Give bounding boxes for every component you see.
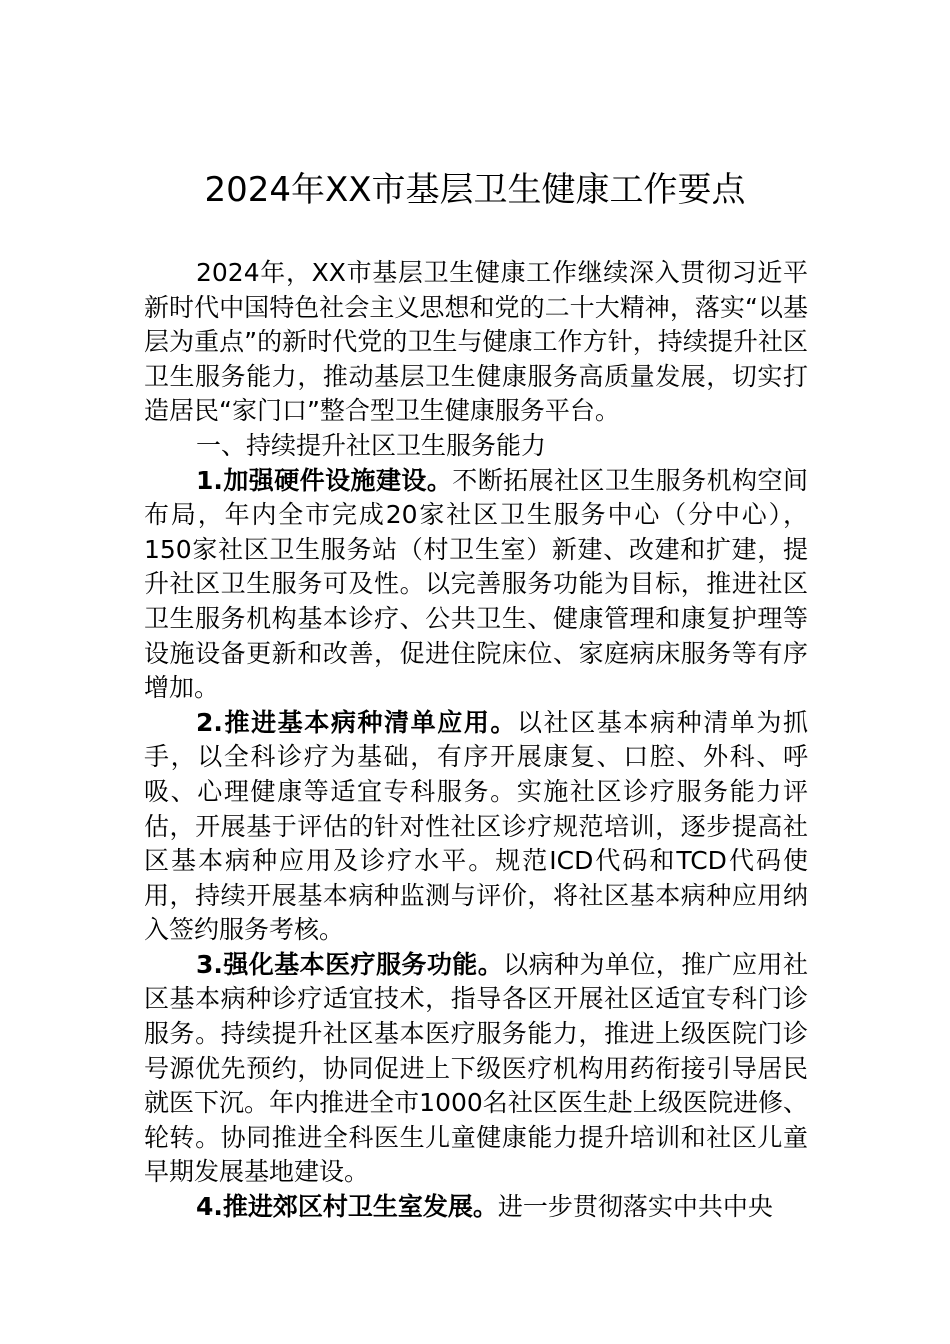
intro-paragraph: 2024年，XX市基层卫生健康工作继续深入贯彻习近平新时代中国特色社会主义思想和党的二十大精神，落实“以基层为重点”的新时代党的卫生与健康工作方针，持续提升社区卫生服务能力，推动基层卫生健康服务高质量发展，切实打造居民“家门口”整合型卫生健康服务平台。 [144,258,808,426]
item-text-3: 以病种为单位，推广应用社区基本病种诊疗适宜技术，指导各区开展社区适宜专科门诊服务。持续提升社区基本医疗服务能力，推进上级医院门诊号源优先预约，协同促进上下级医疗机构用药衔接引导居民就医下沉。年内推进全市1000名社区医生赴上级医院进修、轮转。协同推进全科医生儿童健康能力提升培训和社区儿童早期发展基地建设。 [144,949,808,1187]
item-paragraph-4 [144,1190,808,1225]
item-text-1: 不断拓展社区卫生服务机构空间布局，年内全市完成20家社区卫生服务中心（分中心），150家社区卫生服务站（村卫生室）新建、改建和扩建，提升社区卫生服务可及性。以完善服务功能为目标，推进社区卫生服务机构基本诊疗、公共卫生、健康管理和康复护理等设施设备更新和改善，促进住院床位、家庭病床服务等有序增加。 [144,465,808,703]
item-text-2: 以社区基本病种清单为抓手，以全科诊疗为基础，有序开展康复、口腔、外科、呼吸、心理健康等适宜专科服务。实施社区诊疗服务能力评估，开展基于评估的针对性社区诊疗规范培训，逐步提高社区基本病种应用及诊疗水平。规范ICD代码和TCD代码使用，持续开展基本病种监测与评价，将社区基本病种应用纳入签约服务考核。 [144,707,808,945]
item-lead-1: 1.加强硬件设施建设。 [196,465,453,495]
item-paragraph-1 [144,464,808,706]
item-lead-4: 4.推进郊区村卫生室发展。 [196,1192,498,1222]
item-paragraph-2 [144,706,808,948]
item-lead-2: 2.推进基本病种清单应用。 [196,707,518,737]
item-text-4: 进一步贯彻落实中共中央 [497,1192,773,1222]
item-paragraph-3 [144,948,808,1190]
document-body [144,256,808,1225]
document-title: 2024年XX市基层卫生健康工作要点 [204,170,746,210]
section-heading-1: 一、持续提升社区卫生服务能力 [196,430,547,460]
item-lead-3: 3.强化基本医疗服务功能。 [196,949,504,979]
